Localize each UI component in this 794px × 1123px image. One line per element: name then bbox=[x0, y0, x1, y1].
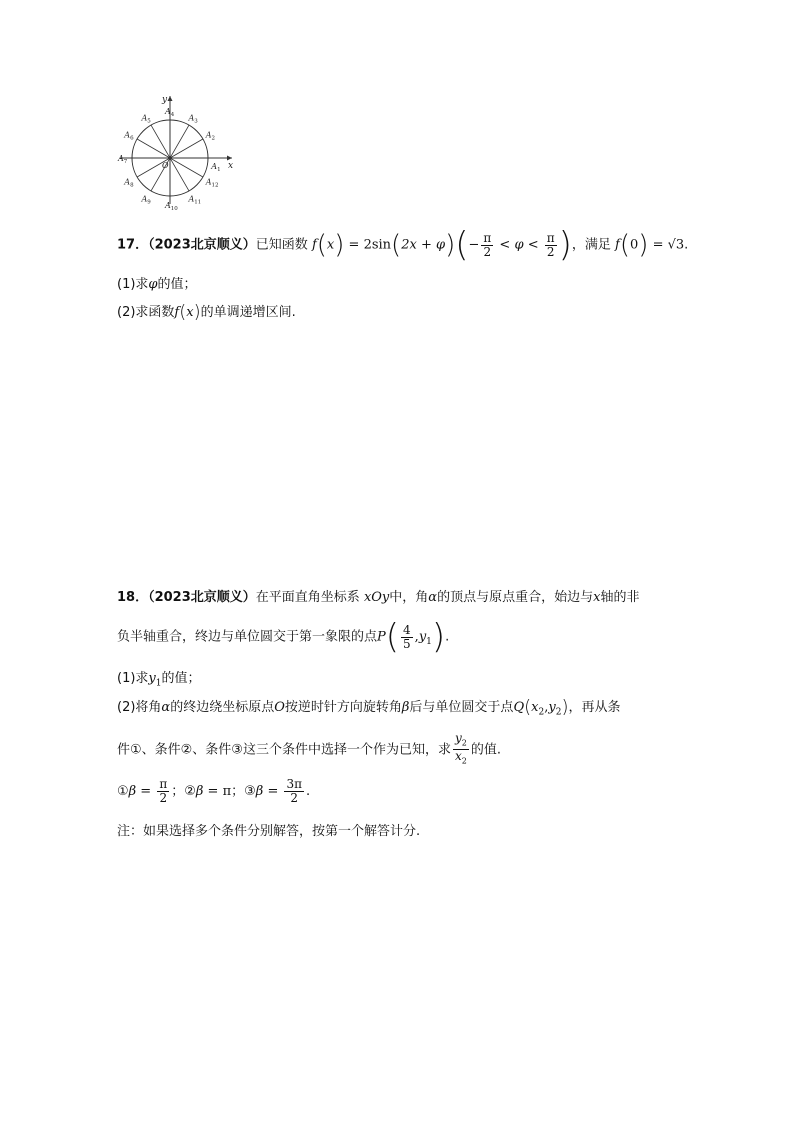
condition-2: ②β = π； bbox=[184, 784, 245, 799]
q18-stem-line2: 负半轴重合，终边与单位圆交于第一象限的点P( $\frac{4}{5}$ $,y_1$). bbox=[117, 617, 450, 657]
q18-part2-line2: 件①、条件②、条件③这三个条件中选择一个作为已知，求 $\frac{y_2}{x_2}$ 的值. bbox=[117, 731, 501, 766]
q17-number: 17． bbox=[117, 237, 149, 253]
q18-part2-line1: (2)将角α的终边绕坐标原点O按逆时针方向旋转角β后与单位圆交于点$Q(x_2,y_2)$，再从条 bbox=[117, 696, 621, 718]
point-label: $A_2$ bbox=[205, 130, 215, 142]
point-label: $A_9$ bbox=[141, 194, 151, 206]
q18-part1: (1)求$y_1$的值； bbox=[117, 671, 201, 689]
q17-intro: 已知函数 bbox=[255, 237, 308, 253]
q18-ratio: $\frac{y_2}{x_2}$ bbox=[454, 731, 467, 766]
point-label: $A_{12}$ bbox=[205, 177, 219, 189]
q17-x: x bbox=[326, 237, 335, 253]
q17-frac-left: $\frac{\pi}{2}$ bbox=[483, 230, 492, 259]
point-label: $A_4$ bbox=[165, 107, 175, 118]
q18-number: 18． bbox=[117, 590, 149, 605]
q17-sqrt3: = √3 bbox=[648, 237, 685, 253]
q17-frac-right: $\frac{\pi}{2}$ bbox=[546, 230, 555, 259]
q17-minus: − bbox=[468, 237, 480, 253]
y-arrow-icon bbox=[168, 96, 173, 101]
point-label: $A_{10}$ bbox=[165, 201, 178, 212]
q18-stem-line1: 18．（2023北京顺义）在平面直角坐标系 xOy中，角α的顶点与原点重合，始边与x轴的非 bbox=[117, 590, 640, 605]
point-label: $A_5$ bbox=[141, 113, 151, 125]
y-axis-label: y bbox=[162, 95, 168, 105]
q17-eq: = 2sin bbox=[344, 237, 392, 253]
point-label: $A_7$ bbox=[118, 154, 128, 165]
q17-satisfy: ，满足 bbox=[571, 237, 611, 253]
condition-3: ③β = $\frac{3\pi}{2}$ . bbox=[244, 777, 311, 805]
unit-circle-figure bbox=[116, 92, 240, 212]
q18-frac-4-5: $\frac{4}{5}$ bbox=[403, 622, 411, 651]
point-label: $A_6$ bbox=[124, 130, 134, 142]
point-label: $A_{11}$ bbox=[188, 194, 202, 206]
q17-phi-range: < φ < bbox=[495, 237, 543, 253]
q17-stem: 17．（2023北京顺义）已知函数 f(x) = 2sin(2x + φ)(− $\frac{\pi}{2}$ < φ < $\frac{\pi}{2}$ )，满足 f(0) = √3. bbox=[117, 225, 689, 265]
point-label: $A_3$ bbox=[188, 113, 198, 125]
q18-source: （2023北京顺义） bbox=[148, 590, 256, 605]
condition-1: ①β = $\frac{\pi}{2}$ ； bbox=[117, 777, 185, 805]
q18-conditions bbox=[117, 778, 310, 805]
q17-inner: 2x + φ bbox=[401, 237, 446, 253]
q17-source: （2023北京顺义） bbox=[148, 237, 256, 253]
point-label: $A_8$ bbox=[124, 177, 134, 189]
x-axis-label: x bbox=[228, 161, 234, 171]
q17-part2: (2)求函数f(x)的单调递增区间. bbox=[117, 301, 296, 323]
x-arrow-icon bbox=[227, 156, 232, 161]
q17-part1: (1)求φ的值； bbox=[117, 277, 197, 292]
origin-label: O bbox=[162, 161, 169, 170]
q17-f: f bbox=[311, 237, 317, 253]
point-label: $A_1$ bbox=[211, 162, 221, 174]
q18-note: 注：如果选择多个条件分别解答，按第一个解答计分. bbox=[117, 824, 421, 839]
unit-circle-svg bbox=[116, 92, 240, 212]
